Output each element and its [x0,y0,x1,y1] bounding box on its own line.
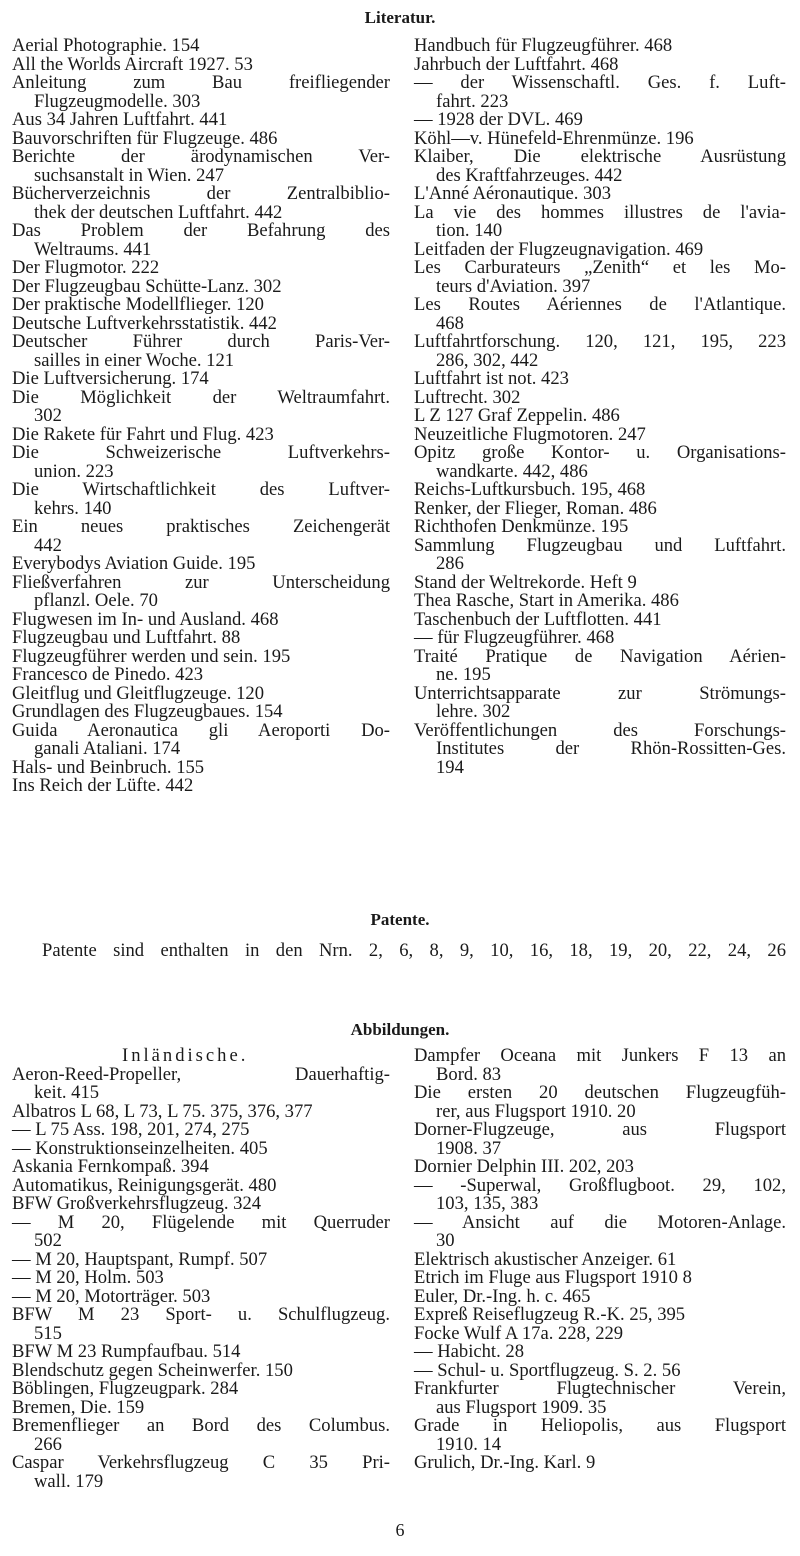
index-entry [12,1158,390,1177]
index-entry-line: L Z 127 Graf Zeppelin. 486 [414,405,620,426]
index-entry-line: 286 [436,553,464,574]
index-entry-line: Grade in Heliopolis, aus Flugsport [414,1415,786,1436]
index-entry-line: 302 [34,405,62,426]
index-entry-line: kehrs. 140 [34,497,112,519]
index-entry [12,1063,390,1103]
index-entry [414,1380,786,1417]
index-entry-line: Stand der Weltrekorde. Heft 9 [414,571,637,593]
index-entry-line: 1910. 14 [436,1433,502,1455]
index-entry [12,1121,390,1140]
index-entry-line: Fließverfahren zur Unterscheidung [12,571,390,593]
index-entry [414,719,786,778]
index-entry-line: Flugzeugmodelle. 303 [34,90,201,112]
index-entry-line: 103, 135, 383 [436,1193,539,1214]
index-entry [12,111,390,130]
abbildungen-right-column [414,1047,786,1473]
index-entry [414,1211,786,1251]
index-entry-line: Richthofen Denkmünze. 195 [414,516,629,537]
index-entry-line: 468 [436,312,464,334]
index-entry-line: All the Worlds Aircraft 1927. 53 [12,53,253,75]
index-entry-line: sailles in einer Woche. 121 [34,349,235,371]
index-entry-line: ganali Ataliani. 174 [34,738,181,759]
index-entry-line: Hals- und Beinbruch. 155 [12,756,205,778]
subheading-inlaendische: Inländische. [122,1045,249,1066]
index-entry-line: lehre. 302 [436,701,511,722]
index-entry-line: 286, 302, 442 [436,349,539,371]
index-entry-line: Veröffentlichungen des Forschungs- [414,719,786,741]
index-entry-line: 266 [34,1433,62,1455]
index-entry-line: L'Anné Aéronautique. 303 [414,183,611,204]
index-entry-line: 194 [436,756,464,778]
index-entry [414,534,786,574]
index-entry-line: Frankfurter Flugtechnischer Verein, [414,1378,786,1399]
index-entry-line: Etrich im Fluge aus Flugsport 1910 8 [414,1267,692,1288]
index-entry [414,333,786,370]
index-entry-line: 502 [34,1230,62,1251]
index-entry-line: Taschenbuch der Luftflotten. 441 [414,608,662,630]
index-entry [414,682,786,722]
index-entry [12,370,390,389]
index-entry-line: Institutes der Rhön-Rossitten-Ges. [436,738,786,759]
index-entry-line: Köhl—v. Hünefeld-Ehrenmünze. 196 [414,127,694,149]
index-entry [12,719,390,759]
index-entry-line: Expreß Reiseflugzeug R.-K. 25, 395 [414,1304,686,1325]
index-entry-line: Bauvorschriften für Flugzeuge. 486 [12,127,278,149]
index-entry-line: Bord. 83 [436,1063,502,1085]
index-entry [414,645,786,685]
index-entry-line: rer, aus Flugsport 1910. 20 [436,1100,636,1122]
index-entry-line: wall. 179 [34,1470,104,1492]
index-entry-line: — M 20, Motorträger. 503 [12,1285,211,1307]
index-entry [12,1343,390,1362]
index-entry [12,1195,390,1214]
index-entry-line: 1908. 37 [436,1137,502,1159]
index-entry [12,571,390,611]
index-entry-line: Aus 34 Jahren Luftfahrt. 441 [12,109,228,130]
index-entry-line: Bremenflieger an Bord des Columbus. [12,1415,390,1436]
index-entry [12,481,390,518]
index-entry-line: suchsanstalt in Wien. 247 [34,164,224,186]
index-entry [414,444,786,481]
index-entry [414,1084,786,1121]
index-entry [414,1343,786,1362]
index-entry-line: — Schul- u. Sportflugzeug. S. 2. 56 [414,1359,681,1381]
index-entry-line: Flugwesen im In- und Ausland. 468 [12,608,279,630]
index-entry-line: Neuzeitliche Flugmotoren. 247 [414,423,646,445]
index-entry [12,222,390,259]
index-entry [12,1417,390,1454]
index-entry-line: — M 20, Hauptspant, Rumpf. 507 [12,1248,268,1270]
index-entry-line: Der Flugmotor. 222 [12,257,160,278]
index-entry-line: Die Schweizerische Luftverkehrs- [12,442,390,463]
index-entry-line: Das Problem der Befahrung des [12,220,390,241]
index-entry-line: BFW M 23 Rumpfaufbau. 514 [12,1341,241,1362]
heading-literatur: Literatur. [364,8,436,27]
index-entry [12,1306,390,1343]
index-entry-line: Les Routes Aériennes de l'Atlantique. [414,294,786,315]
index-entry-line: 515 [34,1322,62,1344]
index-entry-line: Luftfahrtforschung. 120, 121, 195, 223 [414,331,786,352]
index-entry-line: Die Möglichkeit der Weltraumfahrt. [12,386,390,408]
index-entry-line: Der praktische Modellflieger. 120 [12,294,264,315]
index-entry-line: Automatikus, Reinigungsgerät. 480 [12,1174,277,1196]
index-entry-line: Bremen, Die. 159 [12,1396,145,1418]
index-entry [12,1454,390,1491]
index-entry-line: Grulich, Dr.-Ing. Karl. 9 [414,1452,596,1473]
index-entry [12,629,390,648]
index-entry [414,1306,786,1325]
index-entry [12,386,390,426]
index-entry-line: Die Rakete für Fahrt und Flug. 423 [12,423,274,445]
index-entry [12,1269,390,1288]
index-entry-line: — Habicht. 28 [414,1341,524,1362]
index-entry [12,37,390,56]
index-entry [12,666,390,685]
index-entry-line: aus Flugsport 1909. 35 [436,1396,607,1418]
index-entry-line: Francesco de Pinedo. 423 [12,664,204,685]
index-entry-line: Ins Reich der Lüfte. 442 [12,775,194,796]
index-entry-line: — für Flugzeugführer. 468 [414,627,615,648]
index-entry-line: keit. 415 [34,1082,100,1103]
index-entry-line: teurs d'Aviation. 397 [436,275,591,297]
index-entry [12,1211,390,1251]
index-entry-line: BFW Großverkehrsflugzeug. 324 [12,1193,262,1214]
index-entry-line: La vie des hommes illustres de l'avia- [414,201,786,223]
index-entry-line: Opitz große Kontor- u. Organisations- [414,442,786,463]
index-entry-line: — der Wissenschaftl. Ges. f. Luft- [414,72,786,93]
literatur-right-column [414,37,786,777]
index-entry [414,1269,786,1288]
index-entry-line: Albatros L 68, L 73, L 75. 375, 376, 377 [12,1100,313,1122]
index-entry [12,333,390,370]
index-entry-line: fahrt. 223 [436,90,509,112]
index-entry-line: Klaiber, Die elektrische Ausrüstung [414,146,786,167]
index-entry [12,518,390,555]
index-entry-line: Weltraums. 441 [34,238,152,260]
index-entry-line: Dorner-Flugzeuge, aus Flugsport [414,1119,786,1140]
index-entry-line: Deutsche Luftverkehrsstatistik. 442 [12,312,277,334]
literatur-left-column [12,37,390,796]
index-entry-line: Grundlagen des Flugzeugbaues. 154 [12,701,283,722]
index-entry-line: Jahrbuch der Luftfahrt. 468 [414,53,619,75]
index-entry-line: Gleitflug und Gleitflugzeuge. 120 [12,682,264,704]
index-entry-line: Caspar Verkehrsflugzeug C 35 Pri- [12,1452,390,1473]
index-entry-line: Dampfer Oceana mit Junkers F 13 an [414,1045,786,1066]
index-entry [414,259,786,296]
index-entry-line: Flugzeugbau und Luftfahrt. 88 [12,627,241,648]
index-entry-line: — Konstruktionseinzelheiten. 405 [12,1137,268,1159]
index-entry [414,74,786,111]
index-entry [12,148,390,185]
index-entry [414,185,786,204]
index-entry-line: Berichte der ärodynamischen Ver- [12,146,390,167]
index-entry [12,555,390,574]
index-entry-line: Anleitung zum Bau freifliegender [12,72,390,93]
index-entry [12,777,390,796]
index-entry [414,148,786,185]
index-entry-line: wandkarte. 442, 486 [436,460,588,482]
index-entry [12,296,390,315]
index-entry-line: Les Carburateurs „Zenith“ et les Mo- [414,257,786,278]
index-entry [414,629,786,648]
index-entry [12,703,390,722]
index-entry-line: ne. 195 [436,664,491,685]
index-entry-line: — Ansicht auf die Motoren-Anlage. [414,1211,786,1233]
index-entry-line: Elektrisch akustischer Anzeiger. 61 [414,1248,677,1270]
index-entry [414,407,786,426]
index-entry-line: Deutscher Führer durch Paris-Ver- [12,331,390,352]
index-entry-line: Askania Fernkompaß. 394 [12,1156,209,1177]
index-entry-line: 442 [34,534,62,556]
index-entry-line: thek der deutschen Luftfahrt. 442 [34,201,283,223]
index-entry [12,1380,390,1399]
heading-patente: Patente. [370,910,430,929]
index-entry-line: Die ersten 20 deutschen Flugzeugfüh- [414,1082,786,1103]
index-entry [414,1454,786,1473]
heading-abbildungen: Abbildungen. [350,1020,450,1039]
page-number: 6 [395,1520,405,1540]
index-entry-line: Euler, Dr.-Ing. h. c. 465 [414,1285,591,1307]
index-entry-line: Everybodys Aviation Guide. 195 [12,553,256,574]
index-entry-line: — L 75 Ass. 198, 201, 274, 275 [12,1119,250,1140]
index-entry-line: Blendschutz gegen Scheinwerfer. 150 [12,1359,293,1381]
index-entry [414,370,786,389]
index-entry-line: Thea Rasche, Start in Amerika. 486 [414,590,679,611]
index-entry [12,444,390,481]
patente-text: Patente sind enthalten in den Nrn. 2, 6, 8, 9, 10, 16, 18, 19, 20, 22, 24, 26 [42,940,786,961]
index-entry-line: Die Wirtschaftlichkeit des Luftver- [12,479,390,500]
index-entry-line: Bücherverzeichnis der Zentralbiblio- [12,183,390,204]
index-entry-line: — 1928 der DVL. 469 [414,109,583,130]
index-entry-line: — -Superwal, Großflugboot. 29, 102, [414,1174,786,1196]
index-entry-line: Leitfaden der Flugzeugnavigation. 469 [414,238,704,260]
index-entry-line: Handbuch für Flugzeugführer. 468 [414,35,673,56]
index-entry [414,481,786,500]
index-entry-line: Luftrecht. 302 [414,386,521,408]
index-entry [414,1047,786,1084]
index-entry-line: Ein neues praktisches Zeichengerät [12,516,390,537]
index-entry-line: Aerial Photographie. 154 [12,35,200,56]
index-entry-line: Aeron-Reed-Propeller, Dauerhaftig- [12,1063,390,1085]
index-entry-line: Unterrichtsapparate zur Strömungs- [414,682,786,704]
index-entry-line: Dornier Delphin III. 202, 203 [414,1156,634,1177]
index-entry-line: Böblingen, Flugzeugpark. 284 [12,1378,239,1399]
index-entry-line: des Kraftfahrzeuges. 442 [436,164,623,186]
index-entry-line: pflanzl. Oele. 70 [34,590,158,611]
index-entry [414,296,786,333]
index-entry [414,518,786,537]
index-entry [414,201,786,241]
index-entry-line: Renker, der Flieger, Roman. 486 [414,497,657,519]
index-entry [414,1174,786,1214]
index-entry [12,74,390,111]
index-entry-line: Traité Pratique de Navigation Aérien- [414,645,786,667]
index-entry [414,111,786,130]
index-entry-line: Die Luftversicherung. 174 [12,368,209,389]
index-entry-line: Flugzeugführer werden und sein. 195 [12,645,291,667]
index-entry [12,259,390,278]
index-entry-line: — M 20, Flügelende mit Querruder [12,1211,390,1233]
index-entry-line: Reichs-Luftkursbuch. 195, 468 [414,479,646,500]
index-entry [414,37,786,56]
index-entry-line: 30 [436,1230,455,1251]
index-entry-line: — M 20, Holm. 503 [12,1267,164,1288]
index-entry [414,1158,786,1177]
index-entry-line: Der Flugzeugbau Schütte-Lanz. 302 [12,275,282,297]
index-entry [414,1121,786,1158]
abbildungen-left-column [12,1047,390,1491]
index-entry [414,592,786,611]
index-entry-line: Sammlung Flugzeugbau und Luftfahrt. [414,534,786,556]
index-entry-line: Luftfahrt ist not. 423 [414,368,569,389]
index-entry-line: union. 223 [34,460,114,482]
index-entry-line: BFW M 23 Sport- u. Schulflugzeug. [12,1304,390,1325]
index-entry [12,185,390,222]
index-entry-line: tion. 140 [436,220,503,241]
index-entry [414,1417,786,1454]
index-entry-line: Focke Wulf A 17a. 228, 229 [414,1322,624,1344]
index-entry-line: Guida Aeronautica gli Aeroporti Do- [12,719,390,741]
